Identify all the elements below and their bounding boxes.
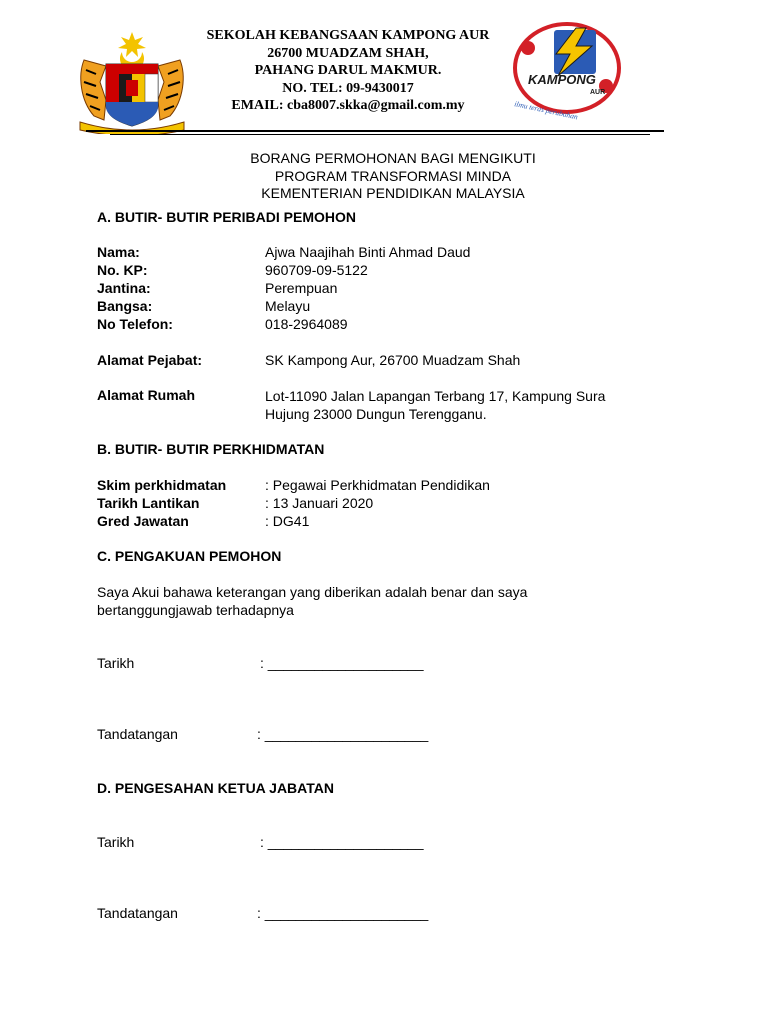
- field-value-gred: : DG41: [265, 513, 310, 529]
- logo-subtext: AUR: [590, 89, 606, 96]
- field-value-nama: Ajwa Naajihah Binti Ahmad Daud: [265, 244, 471, 260]
- field-value-alamat-pejabat: SK Kampong Aur, 26700 Muadzam Shah: [265, 352, 521, 368]
- head-signature-line[interactable]: : _____________________: [257, 905, 429, 921]
- field-label-nama: Nama:: [97, 244, 140, 260]
- field-label-skim: Skim perkhidmatan: [97, 477, 227, 493]
- school-state: PAHANG DARUL MAKMUR.: [254, 63, 442, 78]
- field-label-tarikh-lantikan: Tarikh Lantikan: [97, 495, 200, 511]
- form-title-line: BORANG PERMOHONAN BAGI MENGIKUTI: [250, 150, 536, 166]
- signature-line[interactable]: : _____________________: [257, 726, 429, 742]
- section-d-heading: D. PENGESAHAN KETUA JABATAN: [97, 780, 334, 796]
- field-value-tarikh-lantikan: : 13 Januari 2020: [265, 495, 374, 511]
- section-c-heading: C. PENGAKUAN PEMOHON: [97, 548, 282, 564]
- field-label-no-kp: No. KP:: [97, 262, 148, 278]
- head-signature-label: Tandatangan: [97, 905, 178, 921]
- logo-motto: ilmu teras perubahan: [513, 99, 579, 122]
- kampong-aur-logo: [506, 18, 624, 122]
- form-title-line: KEMENTERIAN PENDIDIKAN MALAYSIA: [261, 185, 525, 201]
- field-value-telefon: 018-2964089: [265, 316, 348, 332]
- section-a-heading: A. BUTIR- BUTIR PERIBADI PEMOHON: [97, 209, 356, 225]
- field-value-bangsa: Melayu: [265, 298, 311, 314]
- school-phone: NO. TEL: 09-9430017: [282, 80, 414, 96]
- form-title: [0, 150, 768, 203]
- coat-of-arms-logo: [76, 30, 188, 134]
- school-email: EMAIL: cba8007.skka@gmail.com.my: [231, 98, 465, 113]
- field-label-gred: Gred Jawatan: [97, 513, 189, 529]
- school-postcode: 26700 MUADZAM SHAH,: [267, 45, 429, 61]
- date-label: Tarikh: [97, 655, 135, 671]
- date-signature-line[interactable]: : ____________________: [260, 655, 424, 671]
- letterhead: [200, 27, 496, 115]
- field-value-no-kp: 960709-09-5122: [265, 262, 368, 278]
- field-label-alamat-pejabat: Alamat Pejabat:: [97, 352, 203, 368]
- field-label-bangsa: Bangsa:: [97, 298, 153, 314]
- field-label-alamat-rumah: Alamat Rumah: [97, 387, 196, 403]
- school-name: SEKOLAH KEBANGSAAN KAMPONG AUR: [206, 28, 490, 43]
- field-value-alamat-rumah: Lot-11090 Jalan Lapangan Terbang 17, Kampung Sura Hujung 23000 Dungun Terengganu.: [265, 388, 606, 422]
- logo-text: KAMPONG: [528, 72, 596, 87]
- field-label-jantina: Jantina:: [97, 280, 151, 296]
- head-date-label: Tarikh: [97, 834, 135, 850]
- field-value-jantina: Perempuan: [265, 280, 338, 296]
- declaration-statement: Saya Akui bahawa keterangan yang diberikan adalah benar dan saya bertanggungjawab terhadapnya: [97, 584, 528, 618]
- header-rule-thin: [110, 134, 650, 135]
- field-label-telefon: No Telefon:: [97, 316, 173, 332]
- form-title-line: PROGRAM TRANSFORMASI MINDA: [274, 167, 512, 184]
- header-rule-thick: [86, 130, 664, 132]
- field-value-skim: : Pegawai Perkhidmatan Pendidikan: [265, 477, 490, 493]
- signature-label: Tandatangan: [97, 726, 178, 742]
- section-b-heading: B. BUTIR- BUTIR PERKHIDMATAN: [97, 441, 325, 457]
- head-date-line[interactable]: : ____________________: [260, 834, 424, 850]
